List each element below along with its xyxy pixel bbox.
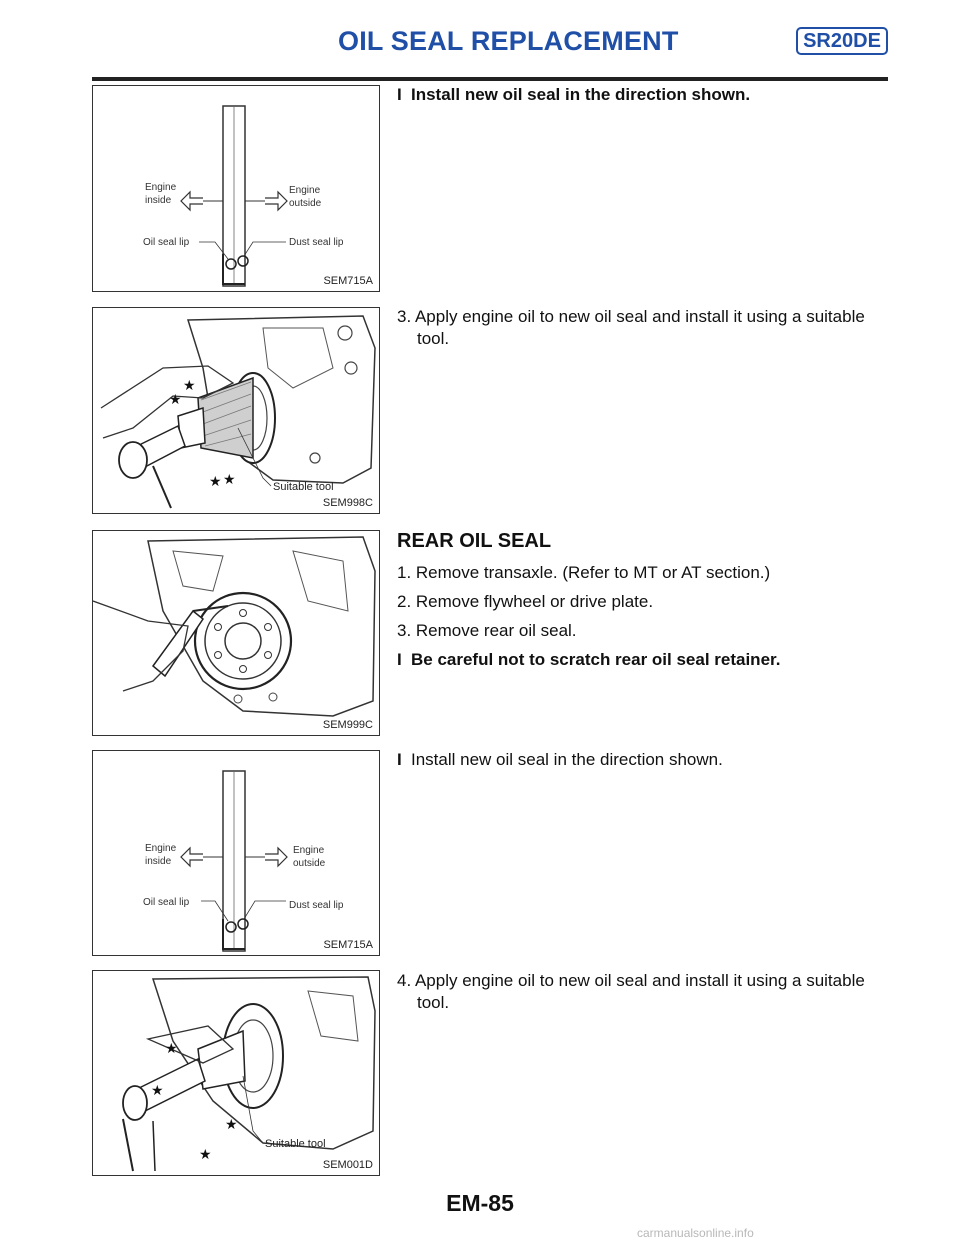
rear-oil-seal-heading: REAR OIL SEAL [397, 530, 552, 552]
front-step-3: 3. Apply engine oil to new oil seal and install it using a suitable tool. [397, 307, 865, 348]
engine-model-badge: SR20DE [796, 27, 888, 55]
label-oil-seal-lip: Oil seal lip [143, 237, 190, 248]
figure-install-rear-seal [92, 970, 380, 1176]
bullet: I [397, 85, 402, 104]
rear-caution: I Be careful not to scratch rear oil seal retainer. [397, 650, 781, 669]
label-dust-seal-lip: Dust seal lip [289, 237, 344, 248]
svg-text:★: ★ [199, 1146, 212, 1162]
install-new-seal-bold-step: I Install new oil seal in the direction shown. [397, 85, 751, 104]
figure-code: SEM001D [322, 1159, 373, 1171]
page-title: OIL SEAL REPLACEMENT [338, 26, 679, 56]
label-oil-seal-lip: Oil seal lip [143, 897, 190, 908]
header-rule [92, 77, 888, 81]
label-suitable-tool: Suitable tool [265, 1138, 326, 1150]
figure-code: SEM715A [323, 275, 373, 287]
svg-text:★: ★ [151, 1082, 164, 1098]
figure-code: SEM999C [322, 719, 373, 731]
svg-text:★: ★ [165, 1040, 178, 1056]
page-number: EM-85 [446, 1190, 514, 1216]
label-engine-inside-2: inside [145, 856, 172, 867]
label-suitable-tool: Suitable tool [273, 481, 334, 493]
label-engine-inside-2: inside [145, 195, 172, 206]
rear-step-3: 3. Remove rear oil seal. [397, 621, 577, 640]
svg-text:★: ★ [225, 1116, 238, 1132]
rear-step-2: 2. Remove flywheel or drive plate. [397, 592, 654, 611]
figure-seal-direction-front [92, 85, 380, 292]
figure-seal-direction-rear [92, 750, 380, 956]
rear-step-4: 4. Apply engine oil to new oil seal and install it using a suitable tool. [397, 971, 865, 1012]
figure-code: SEM998C [322, 497, 373, 509]
label-engine-outside-1: Engine [289, 185, 321, 196]
svg-text:★: ★ [183, 377, 196, 393]
watermark: carmanualsonline.info [637, 1226, 754, 1240]
label-engine-outside-2: outside [289, 198, 322, 209]
svg-text:★: ★ [169, 391, 182, 407]
install-new-seal-step: I Install new oil seal in the direction shown. [397, 750, 723, 769]
rear-step-1: 1. Remove transaxle. (Refer to MT or AT section.) [397, 563, 771, 582]
label-engine-inside-1: Engine [145, 843, 177, 854]
figure-code: SEM715A [323, 939, 373, 951]
figure-install-front-seal [92, 307, 380, 514]
svg-text:★: ★ [209, 473, 222, 489]
svg-text:★: ★ [223, 471, 236, 487]
label-engine-outside-1: Engine [293, 845, 325, 856]
figure-remove-rear-seal [92, 530, 380, 736]
label-engine-inside-1: Engine [145, 182, 177, 193]
label-engine-outside-2: outside [293, 858, 326, 869]
label-dust-seal-lip: Dust seal lip [289, 900, 344, 911]
